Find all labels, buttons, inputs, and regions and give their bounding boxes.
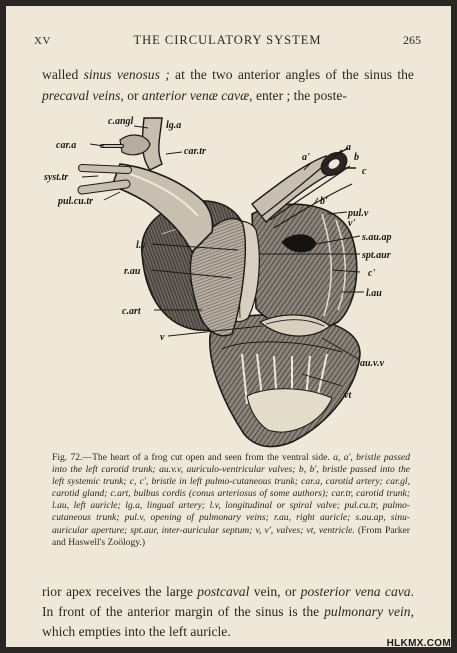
- label-v: v: [160, 332, 165, 343]
- text-run: vein, or: [249, 584, 301, 599]
- left-auricle: [252, 204, 357, 329]
- label-b: b: [354, 152, 359, 163]
- figure-caption: [52, 452, 410, 549]
- caption-lead: —The heart of a frog cut open and seen from the ventral side.: [82, 452, 330, 463]
- caption-body: a, a', bristle passed into the left carotid trunk; au.v.v, auriculo-ventricular valves; b, b', bristle passed into the left systemic trunk; c, c', bristle in left pulmo-cutaneous trunk; car.a, carotid artery; car.gl, carotid gland; c.art, bulbus cordis (conus arteriosus of some authors); car.tr, carotid trunk; l.au, left auricle; lg.a, lingual artery; l.v, longitudinal or spiral valve; pul.cu.tr, pulmo-cutaneous trunk; pul.v, opening of pulmonary veins; r.au, right auricle; s.au.ap, sinu-auricular aperture; spt.aur, inter-auricular septum; v, v', valves; vt, ventricle.: [52, 452, 410, 536]
- term-postcaval: postcaval: [197, 584, 250, 599]
- term-anterior-venae-cavae: anterior venæ cavæ: [141, 88, 250, 103]
- text-run: walled: [42, 67, 84, 82]
- frog-heart-illustration: [42, 104, 422, 452]
- label-b-prime: b': [320, 196, 328, 207]
- page-number: 265: [403, 33, 421, 47]
- chapter-number: XV: [34, 35, 51, 47]
- text-run: at the two anterior angles of the sinus the: [169, 67, 414, 82]
- label-syst-tr: syst.tr: [44, 172, 69, 183]
- top-paragraph: [42, 64, 414, 106]
- text-run: , which empties into the left auricle.: [42, 604, 414, 639]
- label-v-prime: v': [348, 218, 356, 229]
- label-car-a: car.a: [56, 140, 77, 151]
- term-precaval-veins: precaval veins: [42, 88, 121, 103]
- book-page: [6, 6, 451, 647]
- label-lg-a: lg.a: [166, 120, 182, 131]
- running-header: [34, 33, 421, 51]
- label-au-v-v: au.v.v: [360, 358, 385, 369]
- bottom-paragraph: [42, 582, 414, 642]
- term-pulmonary-vein: pulmonary vein: [324, 604, 411, 619]
- term-posterior-vena-cava: posterior vena cava: [300, 584, 411, 599]
- watermark: HLKMX.COM: [386, 638, 451, 649]
- label-pul-v: pul.v: [348, 208, 369, 219]
- label-spt-aur: spt.aur: [362, 250, 391, 261]
- label-c-prime: c': [368, 268, 376, 279]
- label-car-tr: car.tr: [184, 146, 206, 157]
- label-r-au: r.au: [124, 266, 141, 277]
- label-c-art: c.art: [122, 306, 141, 317]
- figure-number: Fig. 72.: [52, 452, 83, 463]
- label-l-v: l.v: [136, 240, 146, 251]
- label-a: a: [346, 142, 351, 153]
- text-run: . In front of the anterior margin of the sinus is the: [42, 584, 414, 619]
- text-run: , or: [120, 88, 142, 103]
- label-a-prime: a': [302, 152, 310, 163]
- label-c-angl: c.angl: [108, 116, 134, 127]
- text-run: , enter ; the poste-: [249, 88, 347, 103]
- text-run: rior apex receives the large: [42, 584, 198, 599]
- label-l-au: l.au: [366, 288, 382, 299]
- label-vt: vt: [344, 390, 352, 401]
- term-sinus-venosus: sinus venosus ;: [83, 67, 170, 82]
- running-title: THE CIRCULATORY SYSTEM: [133, 33, 322, 47]
- label-c: c: [362, 166, 367, 177]
- label-s-au-ap: s.au.ap: [362, 232, 392, 243]
- caption-source: (From Parker and Haswell's Zoölogy.): [52, 524, 410, 548]
- heart-figure: [42, 104, 422, 452]
- label-pul-cu-tr: pul.cu.tr: [58, 196, 94, 207]
